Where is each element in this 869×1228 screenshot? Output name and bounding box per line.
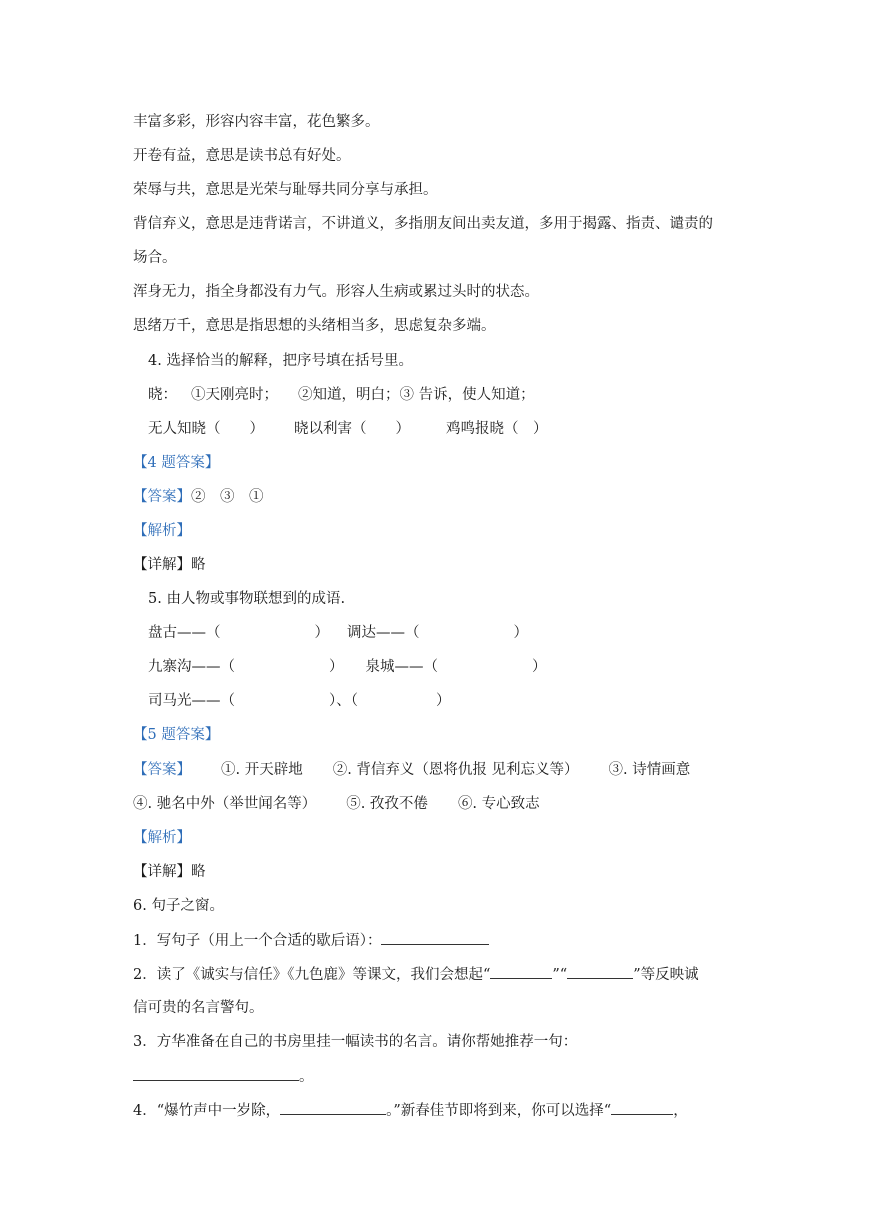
q5-row-1 [148,623,528,643]
text-line-7: 思绪万千，意思是指思想的头绪相当多，思虑复杂多端。 [133,318,496,334]
q5-b1-end: ） [329,659,344,675]
text-line-3: 荣辱与共，意思是光荣与耻辱共同分享与承担。 [133,182,438,198]
q5-row-3 [148,691,451,711]
text-line-4: 背信弃义，意思是违背诺言，不讲道义，多指朋友间出卖友道，多用于揭露、指责、谴责的 [133,216,713,232]
q5-c1-mid: ）、（ [329,693,358,709]
q4-opt1: ①天刚亮时； [191,387,278,403]
q5-detail: 【详解】略 [133,864,206,880]
q6-s4b: 。”新春佳节即将到来，你可以选择“ [386,1103,612,1119]
q5-answer-line-2 [133,794,540,814]
q4-answer-tag: 【4 题答案】 [133,455,220,471]
q6-s4 [133,1100,688,1121]
q5-ans1: ①. 开天辟地 [221,762,303,778]
q4-answer [133,487,264,507]
q6-s2d: 信可贵的名言警句。 [133,1000,264,1016]
q6-s2-blank-1[interactable] [490,964,552,979]
q6-s1 [133,930,489,951]
q5-title: 5. 由人物或事物联想到的成语. [148,591,346,607]
q5-c1: 司马光——（ [148,693,235,709]
q5-ans6: ⑥. 专心致志 [457,796,540,812]
q6-s4c: ， [673,1103,688,1119]
q6-s2 [133,964,699,985]
q4-answer-label: 【答案】 [133,489,191,505]
text-line-6: 浑身无力，指全身都没有力气。形容人生病或累过头时的状态。 [133,284,539,300]
q5-a2: 调达——（ [347,625,420,641]
q5-b2-end: ） [532,659,547,675]
q5-ans4: ④. 驰名中外（举世闻名等） [133,796,317,812]
q4-analysis: 【解析】 [133,523,191,539]
q6-s1-text: 1．写句子（用上一个合适的歇后语）： [133,933,382,949]
q5-row-2 [148,657,547,677]
q5-ans3: ③. 诗情画意 [608,762,691,778]
q6-s3-end: 。 [299,1069,314,1085]
q5-b2: 泉城——（ [365,659,438,675]
q5-a1-end: ） [314,625,329,641]
q5-c1-end: ） [436,693,451,709]
q4-item2: 晓以利害（ ） [294,421,410,437]
q5-answer-label: 【答案】 [133,762,191,778]
q6-title: 6. 句子之窗。 [133,898,224,914]
q5-a2-end: ） [513,625,528,641]
text-line-1: 丰富多彩，形容内容丰富，花色繁多。 [133,114,380,130]
q5-ans2: ②. 背信弃义（恩将仇报 见利忘义等） [332,762,579,778]
q4-item1: 无人知晓（ ） [148,421,264,437]
q6-s3-answer [133,1066,314,1087]
q4-items [148,419,548,439]
q5-answer-line-1 [133,760,690,780]
q6-s2b: ”“ [552,967,568,983]
q5-a1: 盘古——（ [148,625,221,641]
q6-s4-blank-1[interactable] [280,1100,386,1115]
q6-s4a: 4．“爆竹声中一岁除， [133,1103,281,1119]
q4-word: 晓： [148,387,177,403]
q5-analysis: 【解析】 [133,830,191,846]
q4-answer-value: ② ③ ① [191,489,264,505]
text-line-5: 场合。 [133,250,177,266]
q6-s3: 3．方华准备在自己的书房里挂一幅读书的名言。请你帮她推荐一句： [133,1034,578,1050]
q5-answer-tag: 【5 题答案】 [133,727,220,743]
q4-options [148,385,535,405]
q4-opt2: ②知道，明白；③ 告诉，使人知道； [298,387,535,403]
q5-b1: 九寨沟——（ [148,659,235,675]
q6-s2-blank-2[interactable] [567,964,633,979]
q6-s3-blank[interactable] [133,1066,299,1081]
q6-s4-blank-2[interactable] [611,1100,673,1115]
q4-item3: 鸡鸣报晓（ ） [446,421,548,437]
q4-detail: 【详解】略 [133,557,206,573]
q6-s2c: ”等反映诚 [633,967,699,983]
q5-ans5: ⑤. 孜孜不倦 [346,796,428,812]
text-line-2: 开卷有益，意思是读书总有好处。 [133,148,351,164]
q6-s1-blank[interactable] [381,930,489,945]
q6-s2a: 2．读了《诚实与信任》《九色鹿》等课文，我们会想起“ [133,967,491,983]
q4-title: 4. 选择恰当的解释，把序号填在括号里。 [148,353,413,369]
